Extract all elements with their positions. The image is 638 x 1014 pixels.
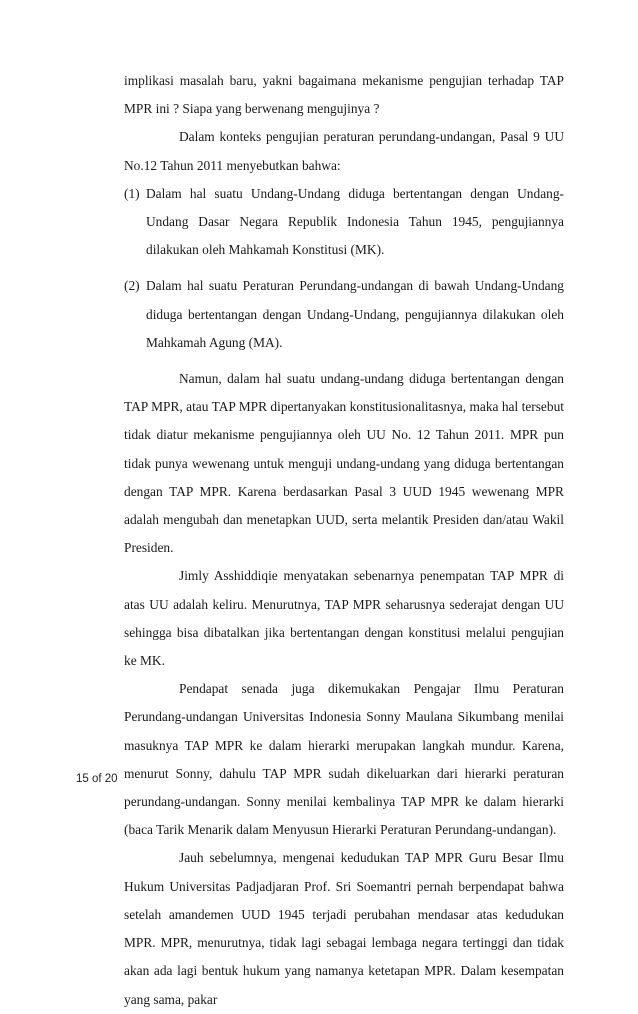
- paragraph-pendapat-senada: Pendapat senada juga dikemukakan Pengajar Ilmu Peraturan Perundang-undangan Universitas Indonesia Sonny Maulana Sikumbang menilai masuknya TAP MPR ke dalam hierarki merupakan langkah mundur. Karena, menurut Sonny, dahulu TAP MPR sudah dikeluarkan dari hierarki peraturan perundang-undangan. Sonny menilai kembalinya TAP MPR ke dalam hierarki (baca Tarik Menarik dalam Menyusun Hierarki Peraturan Perundang-undangan).: [124, 681, 564, 838]
- paragraph-namun: Namun, dalam hal suatu undang-undang diduga bertentangan dengan TAP MPR, atau TAP MPR dipertanyakan konstitusionalitasnya, maka hal tersebut tidak diatur mekanisme pengujiannya oleh UU No. 12 Tahun 2011. MPR pun tidak punya wewenang untuk menguji undang-undang yang diduga bertentangan dengan TAP MPR. Karena berdasarkan Pasal 3 UUD 1945 wewenang MPR adalah mengubah dan menetapkan UUD, serta melantik Presiden dan/atau Wakil Presiden.: [124, 371, 564, 556]
- list-item-text: Dalam hal suatu Undang-Undang diduga bertentangan dengan Undang-Undang Dasar Negara Republik Indonesia Tahun 1945, pengujiannya dilakukan oleh Mahkamah Konstitusi (MK).: [146, 185, 564, 258]
- paragraph-continuation: implikasi masalah baru, yakni bagaimana mekanisme pengujian terhadap TAP MPR ini ? Siapa yang berwenang mengujinya ?: [124, 73, 564, 117]
- paragraph-jimly: Jimly Asshiddiqie menyatakan sebenarnya penempatan TAP MPR di atas UU adalah keliru. Menurutnya, TAP MPR seharusnya sederajat dengan UU sehingga bisa dibatalkan jika bertentangan dengan konstitusi melalui pengujian ke MK.: [124, 568, 564, 669]
- paragraph-jauh-sebelumnya: Jauh sebelumnya, mengenai kedudukan TAP MPR Guru Besar Ilmu Hukum Universitas Padjadjaran Prof. Sri Soemantri pernah berpendapat bahwa setelah amandemen UUD 1945 terjadi perubahan mendasar atas kedudukan MPR. MPR, menurutnya, tidak lagi sebagai lembaga negara tertinggi dan tidak akan ada lagi bentuk hukum yang namanya ketetapan MPR. Dalam kesempatan yang sama, pakar: [124, 850, 564, 1007]
- list-item-2: [124, 272, 564, 357]
- list-item-number: (2): [124, 278, 140, 294]
- list-item-number: (1): [124, 185, 140, 201]
- page-number: 15 of 20: [76, 773, 118, 785]
- list-item-text: Dalam hal suatu Peraturan Perundang-undangan di bawah Undang-Undang diduga bertentangan dengan Undang-Undang, pengujiannya dilakukan oleh Mahkamah Agung (MA).: [146, 278, 564, 350]
- list-item-1: [124, 180, 564, 265]
- paragraph-pasal-9-intro: Dalam konteks pengujian peraturan perundang-undangan, Pasal 9 UU No.12 Tahun 2011 menyebutkan bahwa:: [124, 129, 564, 173]
- document-body: [124, 67, 564, 1014]
